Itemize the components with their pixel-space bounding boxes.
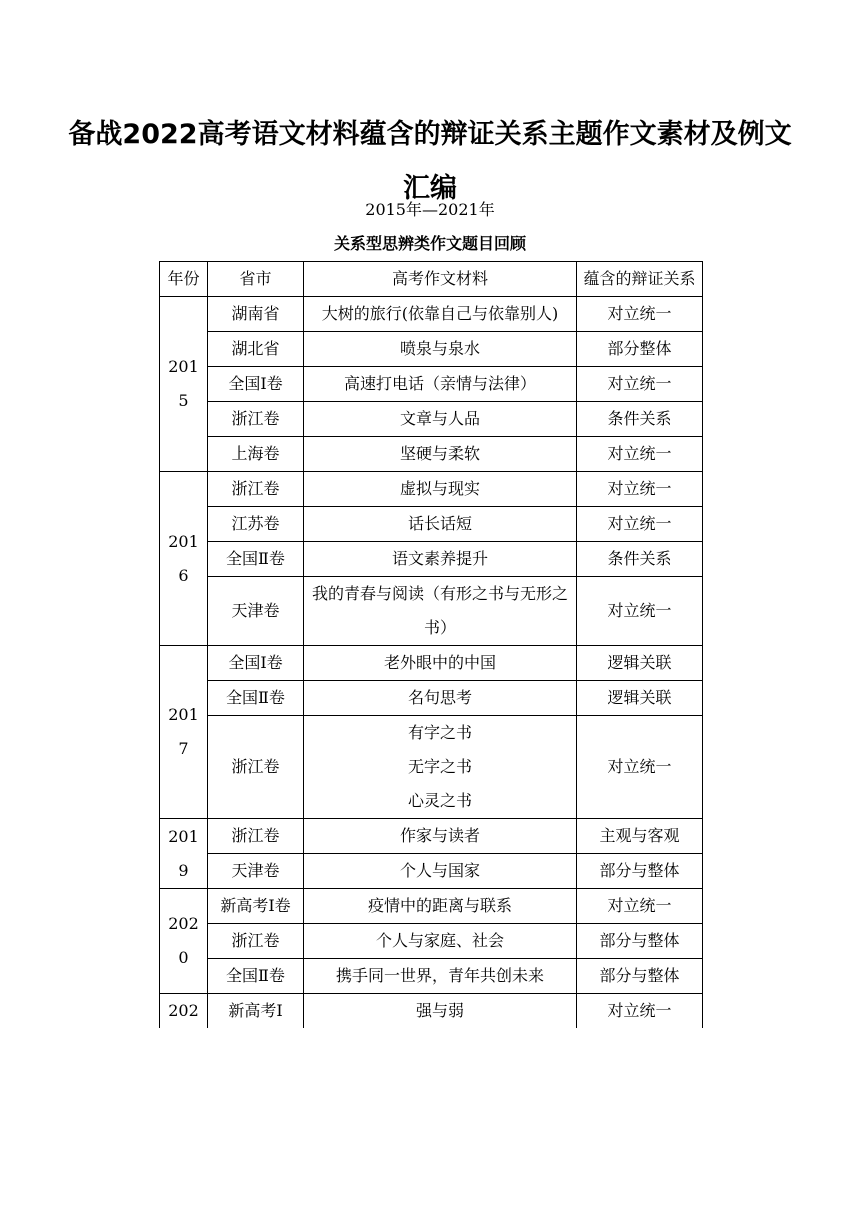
- province-cell: 新高考Ⅰ卷: [208, 889, 304, 924]
- table-row: [160, 367, 703, 402]
- province-cell: 上海卷: [208, 437, 304, 472]
- header-year: 年份: [160, 262, 208, 297]
- province-cell: 浙江卷: [208, 472, 304, 507]
- table-row: [160, 297, 703, 332]
- relation-cell: 对立统一: [577, 994, 703, 1029]
- material-cell: 强与弱: [304, 994, 577, 1029]
- header-relation: 蕴含的辩证关系: [577, 262, 703, 297]
- table-row: [160, 646, 703, 681]
- table-row: [160, 854, 703, 889]
- province-cell: 浙江卷: [208, 402, 304, 437]
- relation-cell: 对立统一: [577, 889, 703, 924]
- table-row: [160, 994, 703, 1029]
- material-cell: 携手同一世界，青年共创未来: [304, 959, 577, 994]
- province-cell: 湖南省: [208, 297, 304, 332]
- province-cell: 天津卷: [208, 577, 304, 646]
- relation-cell: 部分与整体: [577, 854, 703, 889]
- title-line-2: 汇编: [403, 173, 457, 204]
- material-cell: 语文素养提升: [304, 542, 577, 577]
- relation-cell: 对立统一: [577, 507, 703, 542]
- table-row: [160, 542, 703, 577]
- relation-cell: 对立统一: [577, 577, 703, 646]
- material-cell: 大树的旅行(依靠自己与依靠别人): [304, 297, 577, 332]
- material-line: 无字之书: [407, 757, 472, 776]
- province-cell: 江苏卷: [208, 507, 304, 542]
- province-cell: 全国Ⅱ卷: [208, 959, 304, 994]
- table-row: [160, 577, 703, 646]
- relation-cell: 对立统一: [577, 437, 703, 472]
- relation-cell: 对立统一: [577, 472, 703, 507]
- material-cell: 高速打电话（亲情与法律）: [304, 367, 577, 402]
- material-cell: 疫情中的距离与联系: [304, 889, 577, 924]
- material-cell: 喷泉与泉水: [304, 332, 577, 367]
- table-row: [160, 402, 703, 437]
- province-cell: 天津卷: [208, 854, 304, 889]
- material-line: 有字之书: [407, 723, 472, 742]
- table-row: [160, 332, 703, 367]
- province-cell: 全国Ⅰ卷: [208, 367, 304, 402]
- relation-cell: 逻辑关联: [577, 681, 703, 716]
- year-cell: 2019: [160, 819, 208, 889]
- relation-cell: 逻辑关联: [577, 646, 703, 681]
- table-row: [160, 924, 703, 959]
- year-cell: 2016: [160, 472, 208, 646]
- province-cell: 浙江卷: [208, 819, 304, 854]
- relation-cell: 部分整体: [577, 332, 703, 367]
- table-row: [160, 507, 703, 542]
- province-cell: 全国Ⅱ卷: [208, 681, 304, 716]
- material-cell: 作家与读者: [304, 819, 577, 854]
- years-range: 2015年—2021年: [365, 200, 495, 219]
- essay-topics-table: [159, 261, 703, 1028]
- table-row: [160, 959, 703, 994]
- title-line-1: 备战2022高考语文材料蕴含的辩证关系主题作文素材及例文: [68, 119, 792, 150]
- material-cell: [304, 716, 577, 819]
- year-cell: 2015: [160, 297, 208, 472]
- table-row: [160, 819, 703, 854]
- table-header-row: [160, 262, 703, 297]
- table-row: [160, 889, 703, 924]
- table-row: [160, 472, 703, 507]
- relation-cell: 条件关系: [577, 402, 703, 437]
- material-cell: 坚硬与柔软: [304, 437, 577, 472]
- material-cell: 个人与国家: [304, 854, 577, 889]
- year-cell: 202: [160, 994, 208, 1029]
- header-material: 高考作文材料: [304, 262, 577, 297]
- year-cell: 2020: [160, 889, 208, 994]
- province-cell: 浙江卷: [208, 924, 304, 959]
- table-subtitle: 关系型思辨类作文题目回顾: [333, 234, 526, 253]
- material-cell: 名句思考: [304, 681, 577, 716]
- material-cell: 虚拟与现实: [304, 472, 577, 507]
- material-cell: 个人与家庭、社会: [304, 924, 577, 959]
- relation-cell: 部分与整体: [577, 959, 703, 994]
- relation-cell: 条件关系: [577, 542, 703, 577]
- relation-cell: 主观与客观: [577, 819, 703, 854]
- province-cell: 浙江卷: [208, 716, 304, 819]
- relation-cell: 对立统一: [577, 367, 703, 402]
- relation-cell: 对立统一: [577, 716, 703, 819]
- material-line: 心灵之书: [407, 791, 472, 810]
- header-province: 省市: [208, 262, 304, 297]
- relation-cell: 对立统一: [577, 297, 703, 332]
- year-cell: 2017: [160, 646, 208, 819]
- province-cell: 湖北省: [208, 332, 304, 367]
- material-cell: 老外眼中的中国: [304, 646, 577, 681]
- province-cell: 新高考Ⅰ: [208, 994, 304, 1029]
- material-cell: 文章与人品: [304, 402, 577, 437]
- material-cell: 话长话短: [304, 507, 577, 542]
- table-row: [160, 437, 703, 472]
- province-cell: 全国Ⅱ卷: [208, 542, 304, 577]
- relation-cell: 部分与整体: [577, 924, 703, 959]
- table-row: [160, 716, 703, 819]
- material-cell: 我的青春与阅读（有形之书与无形之书）: [304, 577, 577, 646]
- table-row: [160, 681, 703, 716]
- province-cell: 全国Ⅰ卷: [208, 646, 304, 681]
